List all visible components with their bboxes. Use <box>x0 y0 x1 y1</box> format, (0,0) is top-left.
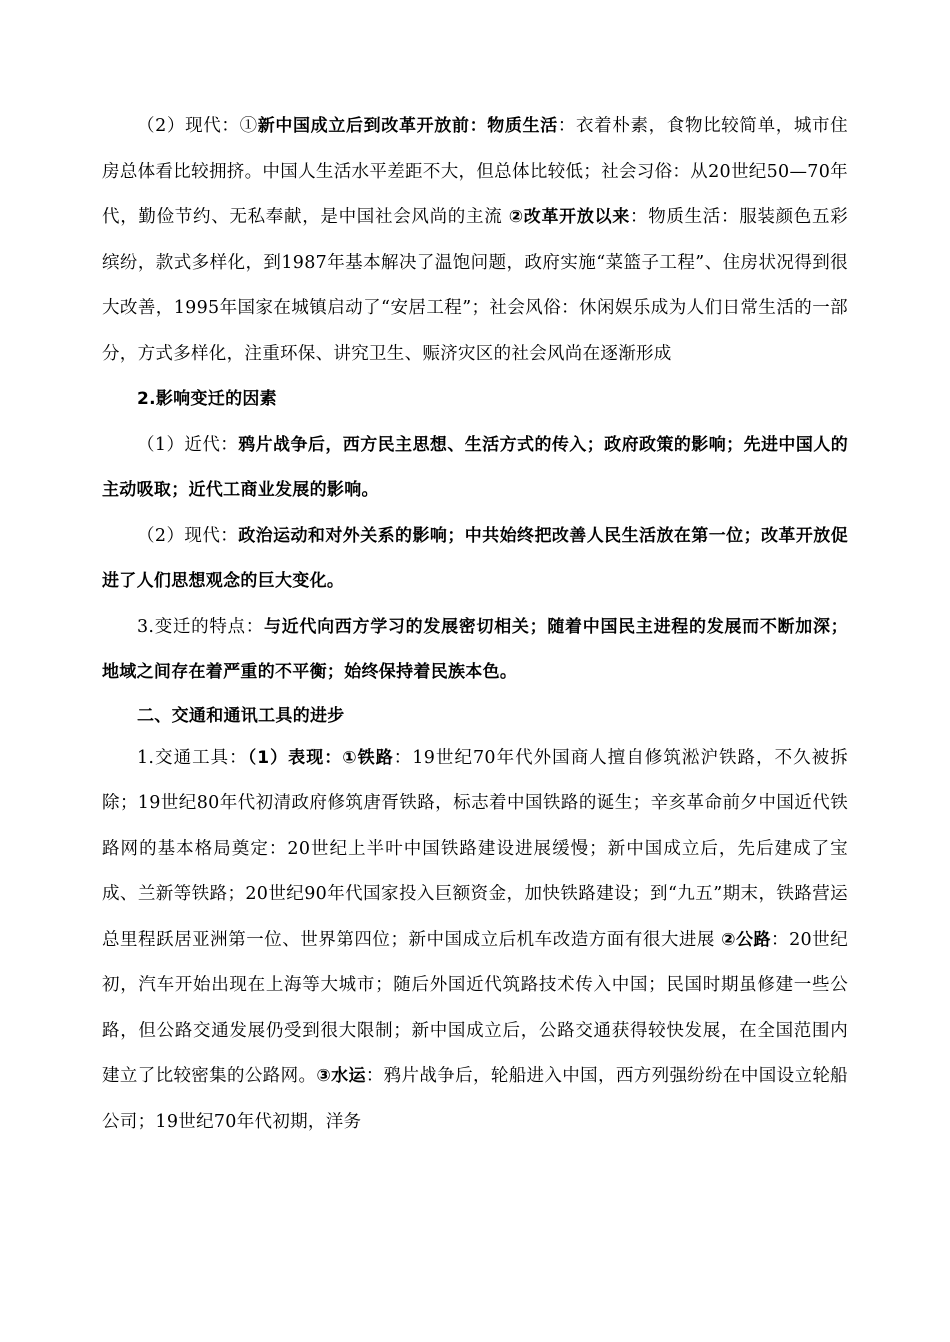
section-heading <box>102 696 848 736</box>
text-run: 1.交通工具： <box>137 747 248 768</box>
text-run: ：20世纪初，汽车开始出现在上海等大城市；随后外国近代筑路技术传入中国；民国时期虽修建一些公路，但公路交通发展仍受到很大限制；新中国成立后，公路交通获得较快发展，在全国范围内建立了比较密集的公路网。 <box>102 929 848 1086</box>
bold-text-run: 二、交通和通讯工具的进步 <box>137 705 345 726</box>
bold-text-run: ②改革开放以来 <box>508 207 630 227</box>
bold-text-run: 与近代向西方学习的发展密切相关；随着中国民主进程的发展而不断加深；地域之间存在着严重的不平衡；始终保持着民族本色。 <box>102 616 848 682</box>
paragraph <box>102 514 848 605</box>
section-heading <box>102 377 848 423</box>
text-run: ：物质生活：服装颜色五彩缤纷，款式多样化，到1987年基本解决了温饱问题，政府实施“菜篮子工程”、住房状况得到很大改善，1995年国家在城镇启动了“安居工程”；社会风俗：休闲娱乐成为人们日常生活的一部分，方式多样化，注重环保、讲究卫生、赈济灾区的社会风尚在逐渐形成 <box>102 207 849 364</box>
bold-text-run: 鸦片战争后，西方民主思想、生活方式的传入；政府政策的影响；先进中国人的主动吸取；近代工商业发展的影响。 <box>102 434 849 500</box>
text-run: ：19世纪70年代外国商人擅自修筑淞沪铁路，不久被拆除；19世纪80年代初清政府修筑唐胥铁路，标志着中国铁路的诞生；辛亥革命前夕中国近代铁路网的基本格局奠定：20世纪上半叶中国铁路建设进展缓慢；新中国成立后，先后建成了宝成、兰新等铁路；20世纪90年代国家投入巨额资金，加快铁路建设；到“九五”期末，铁路营运总里程跃居亚洲第一位、世界第四位；新中国成立后机车改造方面有很大进展 <box>102 747 849 950</box>
text-run: 3.变迁的特点： <box>137 616 264 637</box>
text-run: （1）近代： <box>137 434 239 455</box>
paragraph <box>102 104 848 377</box>
bold-text-run: ②公路 <box>721 929 772 950</box>
text-run: （2）现代：① <box>137 116 258 136</box>
bold-text-run: 新中国成立后到改革开放前：物质生活 <box>257 116 558 136</box>
text-run: ：鸦片战争后，轮船进入中国，西方列强纷纷在中国设立轮船公司；19世纪70年代初期，洋务 <box>102 1066 848 1132</box>
bold-text-run: （1）表现：①铁路 <box>247 747 394 768</box>
paragraph <box>102 605 848 696</box>
text-run: （2）现代： <box>137 525 239 546</box>
paragraph <box>102 423 848 514</box>
paragraph <box>102 736 848 1146</box>
bold-text-run: ③水运 <box>316 1066 366 1086</box>
bold-text-run: 政治运动和对外关系的影响；中共始终把改善人民生活放在第一位；改革开放促进了人们思想观念的巨大变化。 <box>102 525 849 591</box>
document-page <box>102 104 848 1145</box>
bold-text-run: 2.影响变迁的因素 <box>137 389 277 409</box>
text-run: ：衣着朴素，食物比较简单，城市住房总体看比较拥挤。中国人生活水平差距不大，但总体比较低；社会习俗：从20世纪50—70年代，勤俭节约、无私奉献，是中国社会风尚的主流 <box>102 116 848 227</box>
